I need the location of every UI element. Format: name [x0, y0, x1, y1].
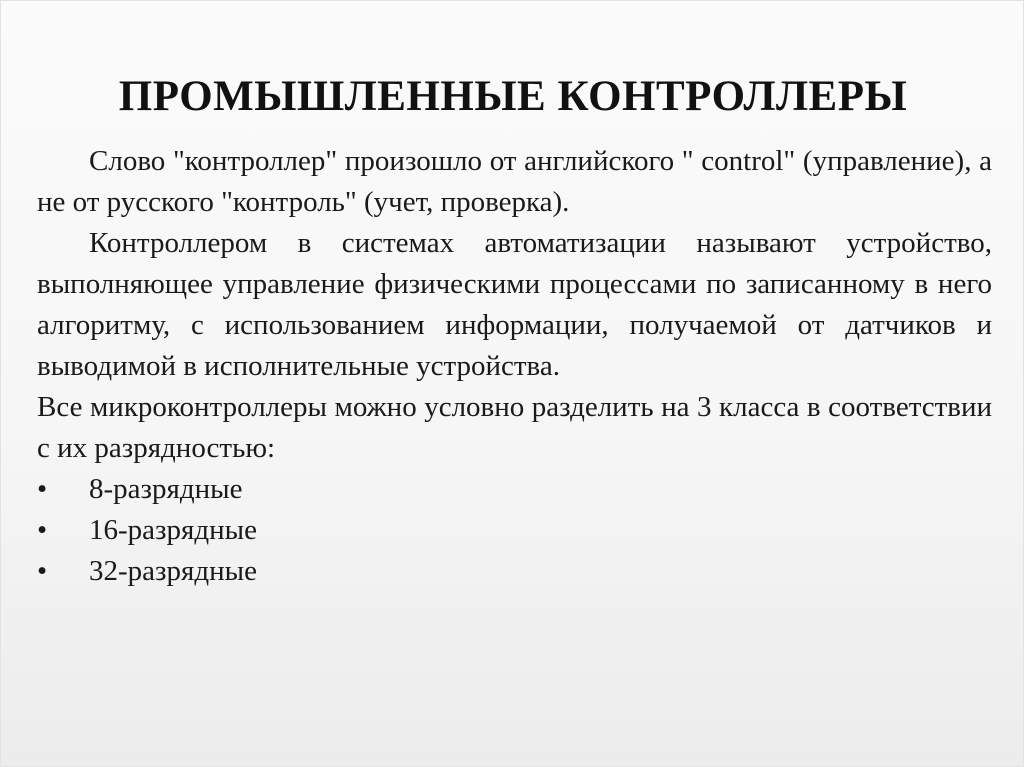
bullet-icon: •	[37, 514, 48, 546]
paragraph-controller-role: Контроллером в системах автоматизации называют устройство, выполняющее управление физическими процессами по записанному в него алгоритму, с использованием информации, получаемой от датчиков и выводимой в исполнительные устройства.	[37, 227, 992, 382]
bitness-list	[37, 469, 992, 592]
list-item-label: 8-разрядные	[89, 473, 243, 505]
list-item-label: 16-разрядные	[89, 514, 257, 546]
list-item	[37, 469, 992, 510]
paragraph-definition: Слово "контроллер" произошло от английского " control" (управление), а не от русского "контроль" (учет, проверка).	[37, 145, 992, 218]
paragraph-classes-intro: Все микроконтроллеры можно условно разделить на 3 класса в соответствии с их разрядностью:	[37, 391, 992, 464]
slide-body	[37, 141, 992, 592]
list-item	[37, 551, 992, 592]
list-item	[37, 510, 992, 551]
slide-title: ПРОМЫШЛЕННЫЕ КОНТРОЛЛЕРЫ	[118, 73, 908, 120]
list-item-label: 32-разрядные	[89, 555, 257, 587]
bullet-icon: •	[37, 555, 48, 587]
bullet-icon: •	[37, 473, 48, 505]
